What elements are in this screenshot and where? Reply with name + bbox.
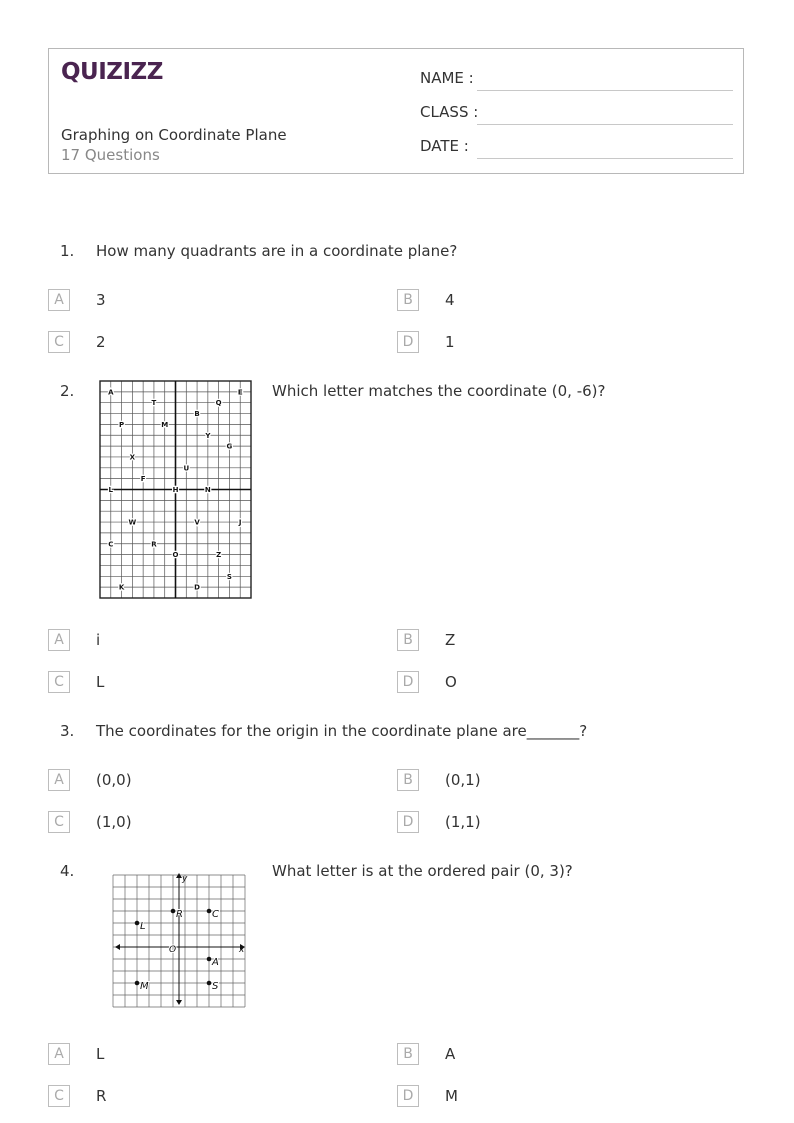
q3-option-a-text: (0,0) — [96, 771, 132, 789]
graph-point-label: B — [194, 410, 200, 419]
q2-option-a-text: i — [96, 631, 101, 649]
q3-option-a-box[interactable]: A — [48, 769, 70, 791]
name-label: NAME : — [420, 69, 474, 87]
question-2-coordinate-graph — [99, 380, 252, 599]
q3-option-c-text: (1,0) — [96, 813, 132, 831]
graph-point-label: K — [118, 583, 125, 592]
q4-option-b-box[interactable]: B — [397, 1043, 419, 1065]
graph-point-label: Y — [205, 431, 211, 440]
graph-point-label: O — [172, 551, 179, 560]
question-1-number: 1. — [60, 242, 75, 260]
q3-option-b-box[interactable]: B — [397, 769, 419, 791]
name-line[interactable] — [477, 90, 733, 91]
q1-option-c-box[interactable]: C — [48, 331, 70, 353]
graph-point — [207, 909, 212, 914]
class-label: CLASS : — [420, 103, 479, 121]
graph-point — [135, 921, 140, 926]
graph-point-label: X — [129, 453, 136, 462]
worksheet-header — [48, 48, 744, 174]
q1-option-a-text: 3 — [96, 291, 106, 309]
q4-option-a-text: L — [96, 1045, 105, 1063]
q2-option-d-box[interactable]: D — [397, 671, 419, 693]
graph-point — [207, 981, 212, 986]
graph-point-label: E — [237, 388, 243, 397]
question-2-number: 2. — [60, 382, 75, 400]
q2-option-c-text: L — [96, 673, 105, 691]
q4-option-d-text: M — [445, 1087, 458, 1105]
q3-option-c-box[interactable]: C — [48, 811, 70, 833]
q2-option-b-text: Z — [445, 631, 456, 649]
question-4-number: 4. — [60, 862, 75, 880]
q4-option-b-text: A — [445, 1045, 456, 1063]
worksheet-title: Graphing on Coordinate Plane — [61, 126, 287, 144]
question-count: 17 Questions — [61, 146, 160, 164]
graph-point-label: W — [128, 518, 137, 527]
graph-point-label: Q — [215, 399, 222, 408]
graph-point-label: H — [172, 486, 179, 494]
q1-option-a-box[interactable]: A — [48, 289, 70, 311]
graph-point-label: C — [212, 909, 219, 920]
origin-label: O — [169, 945, 177, 955]
graph-point-label: M — [161, 420, 169, 429]
q2-option-a-box[interactable]: A — [48, 629, 70, 651]
graph-point-label: U — [183, 464, 190, 473]
q1-option-b-box[interactable]: B — [397, 289, 419, 311]
date-line[interactable] — [477, 158, 733, 159]
question-2-text: Which letter matches the coordinate (0, -6)? — [272, 382, 606, 400]
q1-option-d-box[interactable]: D — [397, 331, 419, 353]
y-axis-label: y — [182, 874, 188, 884]
date-label: DATE : — [420, 137, 469, 155]
graph-point-label: Z — [216, 551, 222, 560]
graph-point — [171, 909, 176, 914]
graph-point-label: A — [212, 957, 219, 968]
graph-point-label: R — [151, 540, 157, 549]
q1-option-d-text: 1 — [445, 333, 455, 351]
class-line[interactable] — [477, 124, 733, 125]
y-axis-arrow-down — [176, 1000, 182, 1005]
graph-point-label: R — [176, 909, 183, 920]
q3-option-b-text: (0,1) — [445, 771, 481, 789]
graph-point-label: S — [212, 981, 219, 992]
graph-point-label: P — [119, 420, 125, 429]
graph-point-label: N — [204, 486, 211, 494]
graph-point-label: L — [108, 486, 114, 494]
graph-point — [207, 957, 212, 962]
question-1-text: How many quadrants are in a coordinate plane? — [96, 242, 458, 260]
question-4-text: What letter is at the ordered pair (0, 3)? — [272, 862, 573, 880]
graph-point-label: F — [140, 475, 146, 484]
graph-point-label: J — [238, 518, 242, 527]
question-3-text: The coordinates for the origin in the coordinate plane are_______? — [96, 722, 588, 740]
q3-option-d-text: (1,1) — [445, 813, 481, 831]
graph-point-label: M — [140, 981, 149, 992]
x-axis-label: x — [239, 945, 245, 955]
graph-point-label: A — [108, 388, 114, 397]
q1-option-c-text: 2 — [96, 333, 106, 351]
graph-point-label: V — [194, 518, 200, 527]
q2-option-b-box[interactable]: B — [397, 629, 419, 651]
graph-point-label: C — [108, 540, 114, 549]
q4-option-c-text: R — [96, 1087, 107, 1105]
graph-point-label: L — [140, 921, 146, 932]
q2-option-c-box[interactable]: C — [48, 671, 70, 693]
q4-option-d-box[interactable]: D — [397, 1085, 419, 1107]
graph-point — [135, 981, 140, 986]
q4-option-c-box[interactable]: C — [48, 1085, 70, 1107]
question-3-number: 3. — [60, 722, 75, 740]
graph-point-label: G — [226, 442, 233, 451]
x-axis-arrow-left — [115, 944, 120, 950]
graph-point-label: D — [194, 583, 200, 592]
q4-option-a-box[interactable]: A — [48, 1043, 70, 1065]
q2-option-d-text: O — [445, 673, 457, 691]
graph-point-label: S — [226, 572, 232, 581]
question-4-coordinate-graph — [112, 872, 248, 1008]
graph-point-label: T — [151, 399, 157, 408]
q1-option-b-text: 4 — [445, 291, 455, 309]
q3-option-d-box[interactable]: D — [397, 811, 419, 833]
quizizz-logo: QUIZIZZ — [61, 59, 163, 85]
